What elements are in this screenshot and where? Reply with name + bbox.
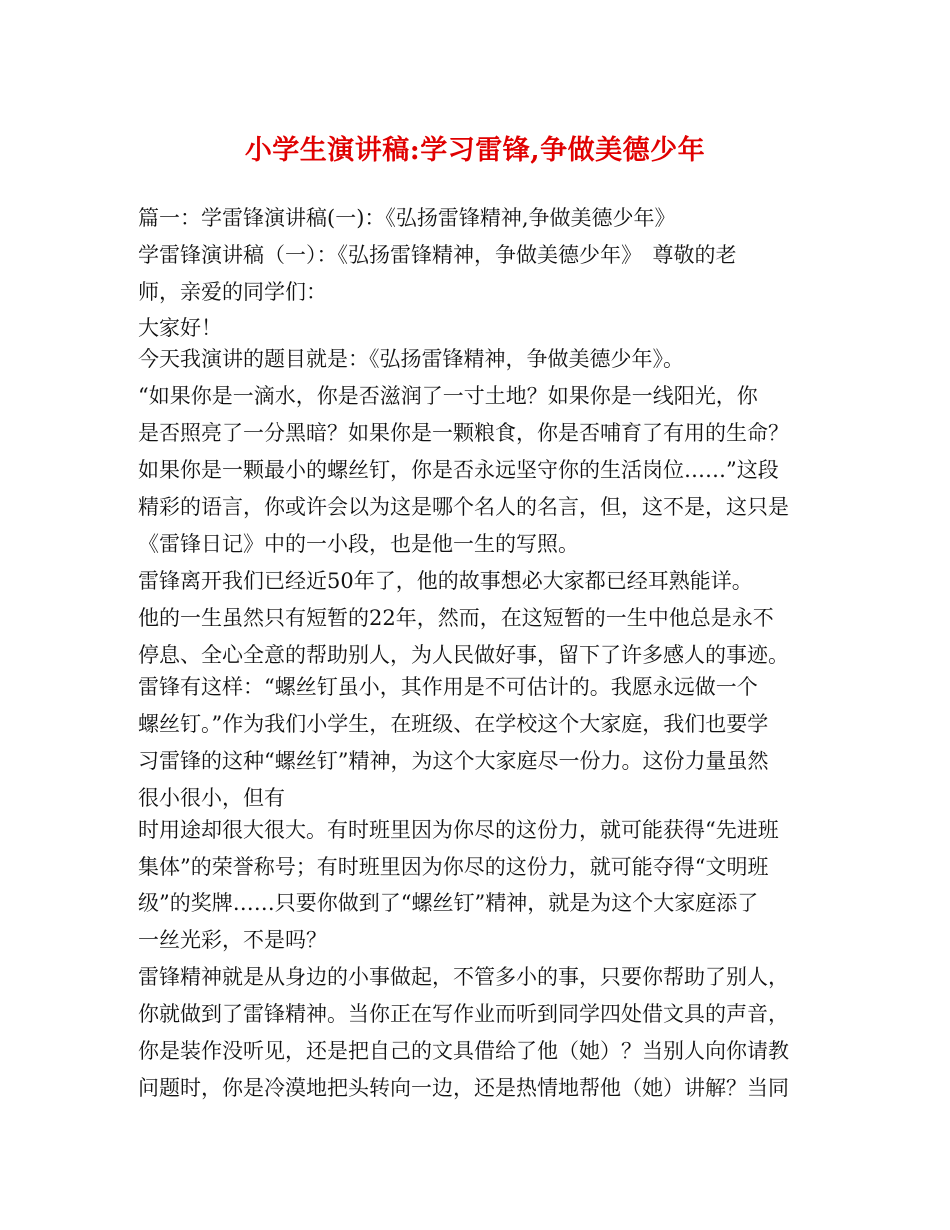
body-line: 级”的奖牌……只要你做到了“螺丝钉”精神，就是为这个大家庭添了	[138, 891, 759, 915]
body-line: 你就做到了雷锋精神。当你正在写作业而听到同学四处借文具的声音，	[138, 1002, 789, 1026]
body-line: 雷锋有这样：“螺丝钉虽小，其作用是不可估计的。我愿永远做一个	[138, 675, 758, 699]
body-line: 集体”的荣誉称号；有时班里因为你尽的这份力，就可能夺得“文明班	[138, 855, 769, 879]
body-line: 雷锋精神就是从身边的小事做起，不管多小的事，只要你帮助了别人，	[138, 965, 789, 989]
body-line: 如果你是一颗最小的螺丝钉，你是否永远坚守你的生活岗位……”这段	[138, 458, 779, 482]
body-line: 习雷锋的这种“螺丝钉”精神，为这个大家庭尽一份力。这份力量虽然	[138, 749, 769, 773]
body-line: 雷锋离开我们已经近50年了，他的故事想必大家都已经耳熟能详。	[138, 569, 753, 593]
body-line: 他的一生虽然只有短暂的22年，然而，在这短暂的一生中他总是永不	[138, 606, 774, 630]
body-line: 是否照亮了一分黑暗？如果你是一颗粮食，你是否哺育了有用的生命？	[138, 421, 789, 445]
body-line: 时用途却很大很大。有时班里因为你尽的这份力，就可能获得“先进班	[138, 818, 779, 842]
body-line: “如果你是一滴水，你是否滋润了一寸土地？如果你是一线阳光，你	[138, 384, 758, 408]
body-line: 今天我演讲的题目就是：《弘扬雷锋精神，争做美德少年》。	[138, 347, 684, 371]
body-line: 精彩的语言，你或许会以为这是哪个名人的名言，但，这不是，这只是	[138, 495, 789, 519]
body-line: 师，亲爱的同学们：	[138, 280, 327, 304]
body-line: 篇一：学雷锋演讲稿(一)：《弘扬雷锋精神,争做美德少年》	[138, 206, 676, 230]
document-title: 小学生演讲稿:学习雷锋,争做美德少年	[244, 135, 706, 166]
body-line: 很小很小，但有	[138, 786, 285, 810]
body-line: 大家好！	[138, 316, 222, 340]
body-line: 学雷锋演讲稿（一）：《弘扬雷锋精神，争做美德少年》 尊敬的老	[138, 243, 737, 267]
body-line: 《雷锋日记》中的一小段，也是他一生的写照。	[138, 532, 579, 556]
body-line: 停息、全心全意的帮助别人，为人民做好事，留下了许多感人的事迹。	[138, 643, 789, 667]
body-line: 你是装作没听见，还是把自己的文具借给了他（她）？当别人向你请教	[138, 1039, 789, 1063]
body-line: 问题时，你是冷漠地把头转向一边，还是热情地帮他（她）讲解？当同	[138, 1076, 789, 1100]
body-line: 螺丝钉。”作为我们小学生，在班级、在学校这个大家庭，我们也要学	[138, 712, 769, 736]
body-line: 一丝光彩，不是吗？	[138, 928, 327, 952]
